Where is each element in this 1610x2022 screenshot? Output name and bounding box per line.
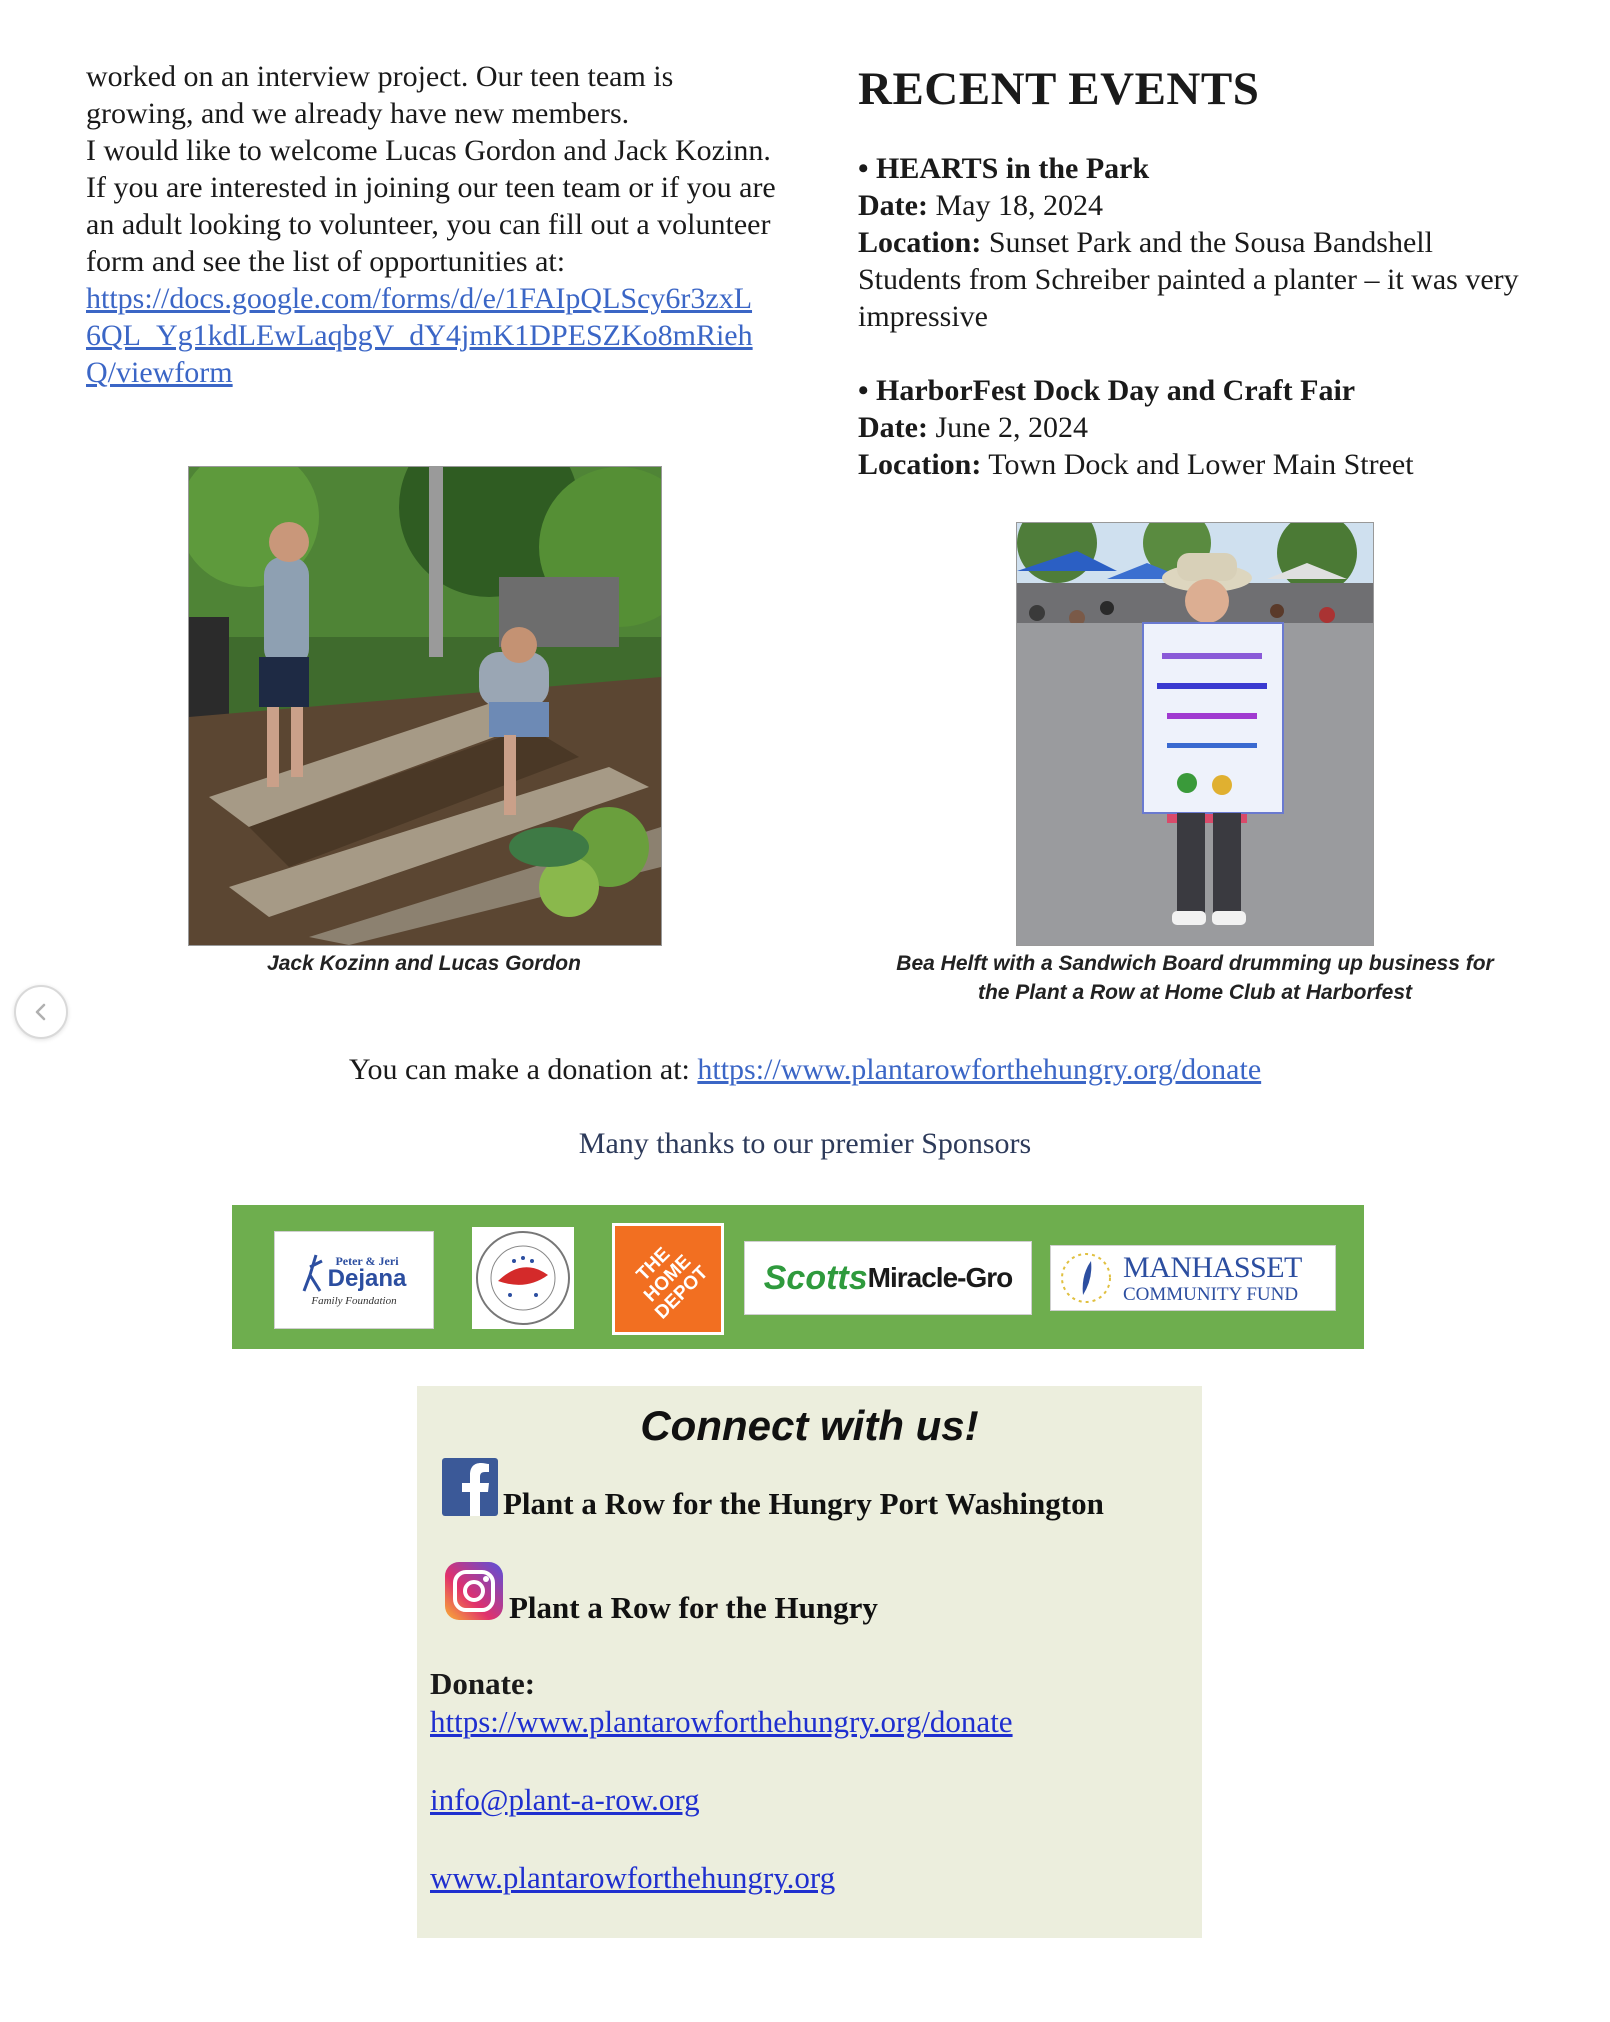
- paragraph-teen-team: worked on an interview project. Our teen team is growing, and we already have new members.: [86, 60, 674, 130]
- feather-emblem-icon: [1059, 1251, 1113, 1305]
- teens-gardening-photo: [188, 466, 662, 946]
- sponsors-heading: Many thanks to our premier Sponsors: [578, 1127, 1032, 1160]
- facebook-icon[interactable]: [442, 1458, 498, 1516]
- event-name: • HarborFest Dock Day and Craft Fair: [858, 374, 1356, 407]
- volunteer-form-link[interactable]: https://docs.google.com/forms/d/e/1FAIpQLScy6r3zxL6QL_Yg1kdLEwLaqbgV_dY4jmK1DPESZKo8mRiehQ/viewform: [86, 282, 753, 389]
- facebook-label[interactable]: Plant a Row for the Hungry Port Washington: [503, 1486, 1104, 1521]
- manhasset-line2: COMMUNITY FUND: [1123, 1283, 1299, 1305]
- instagram-label[interactable]: Plant a Row for the Hungry: [509, 1590, 878, 1625]
- donate-label: Donate:: [430, 1666, 536, 1701]
- donation-text: You can make a donation at:: [348, 1053, 690, 1086]
- sponsor-logo-strip: [232, 1205, 1364, 1349]
- dejana-line1: Peter & Jeri: [335, 1254, 399, 1268]
- event-date: Date: May 18, 2024: [858, 189, 1103, 222]
- chevron-left-icon: [30, 1001, 52, 1023]
- donation-line: [0, 1053, 1610, 1087]
- community-seal-logo: [472, 1227, 574, 1329]
- event-location: Location: Sunset Park and the Sousa Bandshell: [858, 226, 1433, 259]
- teens-photo-caption: Jack Kozinn and Lucas Gordon: [267, 952, 581, 975]
- donation-link[interactable]: https://www.plantarowforthehungry.org/donate: [697, 1053, 1262, 1086]
- harborfest-photo-illustration: [1017, 523, 1373, 945]
- previous-slide-button[interactable]: [14, 985, 68, 1039]
- connect-email-link[interactable]: info@plant-a-row.org: [430, 1782, 700, 1817]
- instagram-icon[interactable]: [445, 1562, 503, 1620]
- paragraph-welcome: I would like to welcome Lucas Gordon and Jack Kozinn. If you are interested in joining our teen team or if you are an adult looking to volunteer, you can fill out a volunteer form and see the list of opportunities at:: [86, 134, 776, 278]
- connect-donate-link[interactable]: https://www.plantarowforthehungry.org/donate: [430, 1704, 1013, 1739]
- dejana-figure-icon: [302, 1253, 324, 1293]
- manhasset-line1: MANHASSET: [1123, 1250, 1302, 1284]
- harborfest-photo-caption: Bea Helft with a Sandwich Board drumming up business for the Plant a Row at Home Club at Harborfest: [896, 952, 1494, 1004]
- connect-with-us-box: [417, 1386, 1202, 1938]
- recent-events-title: RECENT EVENTS: [858, 63, 1260, 115]
- event-note: Students from Schreiber painted a planter – it was very impressive: [858, 263, 1519, 333]
- garden-photo-illustration: [189, 467, 661, 945]
- home-depot-logo: [612, 1223, 724, 1335]
- volunteer-text-block: [86, 58, 776, 391]
- event-hearts-in-the-park: [858, 150, 1558, 335]
- event-harborfest: [858, 372, 1558, 483]
- scotts-miracle-gro-logo: [744, 1241, 1032, 1315]
- manhasset-community-fund-logo: [1050, 1245, 1336, 1311]
- dejana-line3: Family Foundation: [311, 1295, 397, 1307]
- connect-website-link[interactable]: www.plantarowforthehungry.org: [430, 1860, 836, 1895]
- dejana-foundation-logo: [274, 1231, 434, 1329]
- connect-title: Connect with us!: [640, 1402, 979, 1449]
- event-name: • HEARTS in the Park: [858, 152, 1150, 185]
- event-location: Location: Town Dock and Lower Main Street: [858, 448, 1414, 481]
- harborfest-photo: [1016, 522, 1374, 946]
- event-date: Date: June 2, 2024: [858, 411, 1088, 444]
- home-depot-text: THE HOME DEPOT: [632, 1243, 713, 1324]
- dejana-line2: Dejana: [327, 1265, 407, 1292]
- miracle-gro-text: Miracle-Gro: [867, 1262, 1013, 1293]
- seal-emblem-icon: [474, 1229, 572, 1327]
- scotts-text: Scotts: [763, 1258, 868, 1297]
